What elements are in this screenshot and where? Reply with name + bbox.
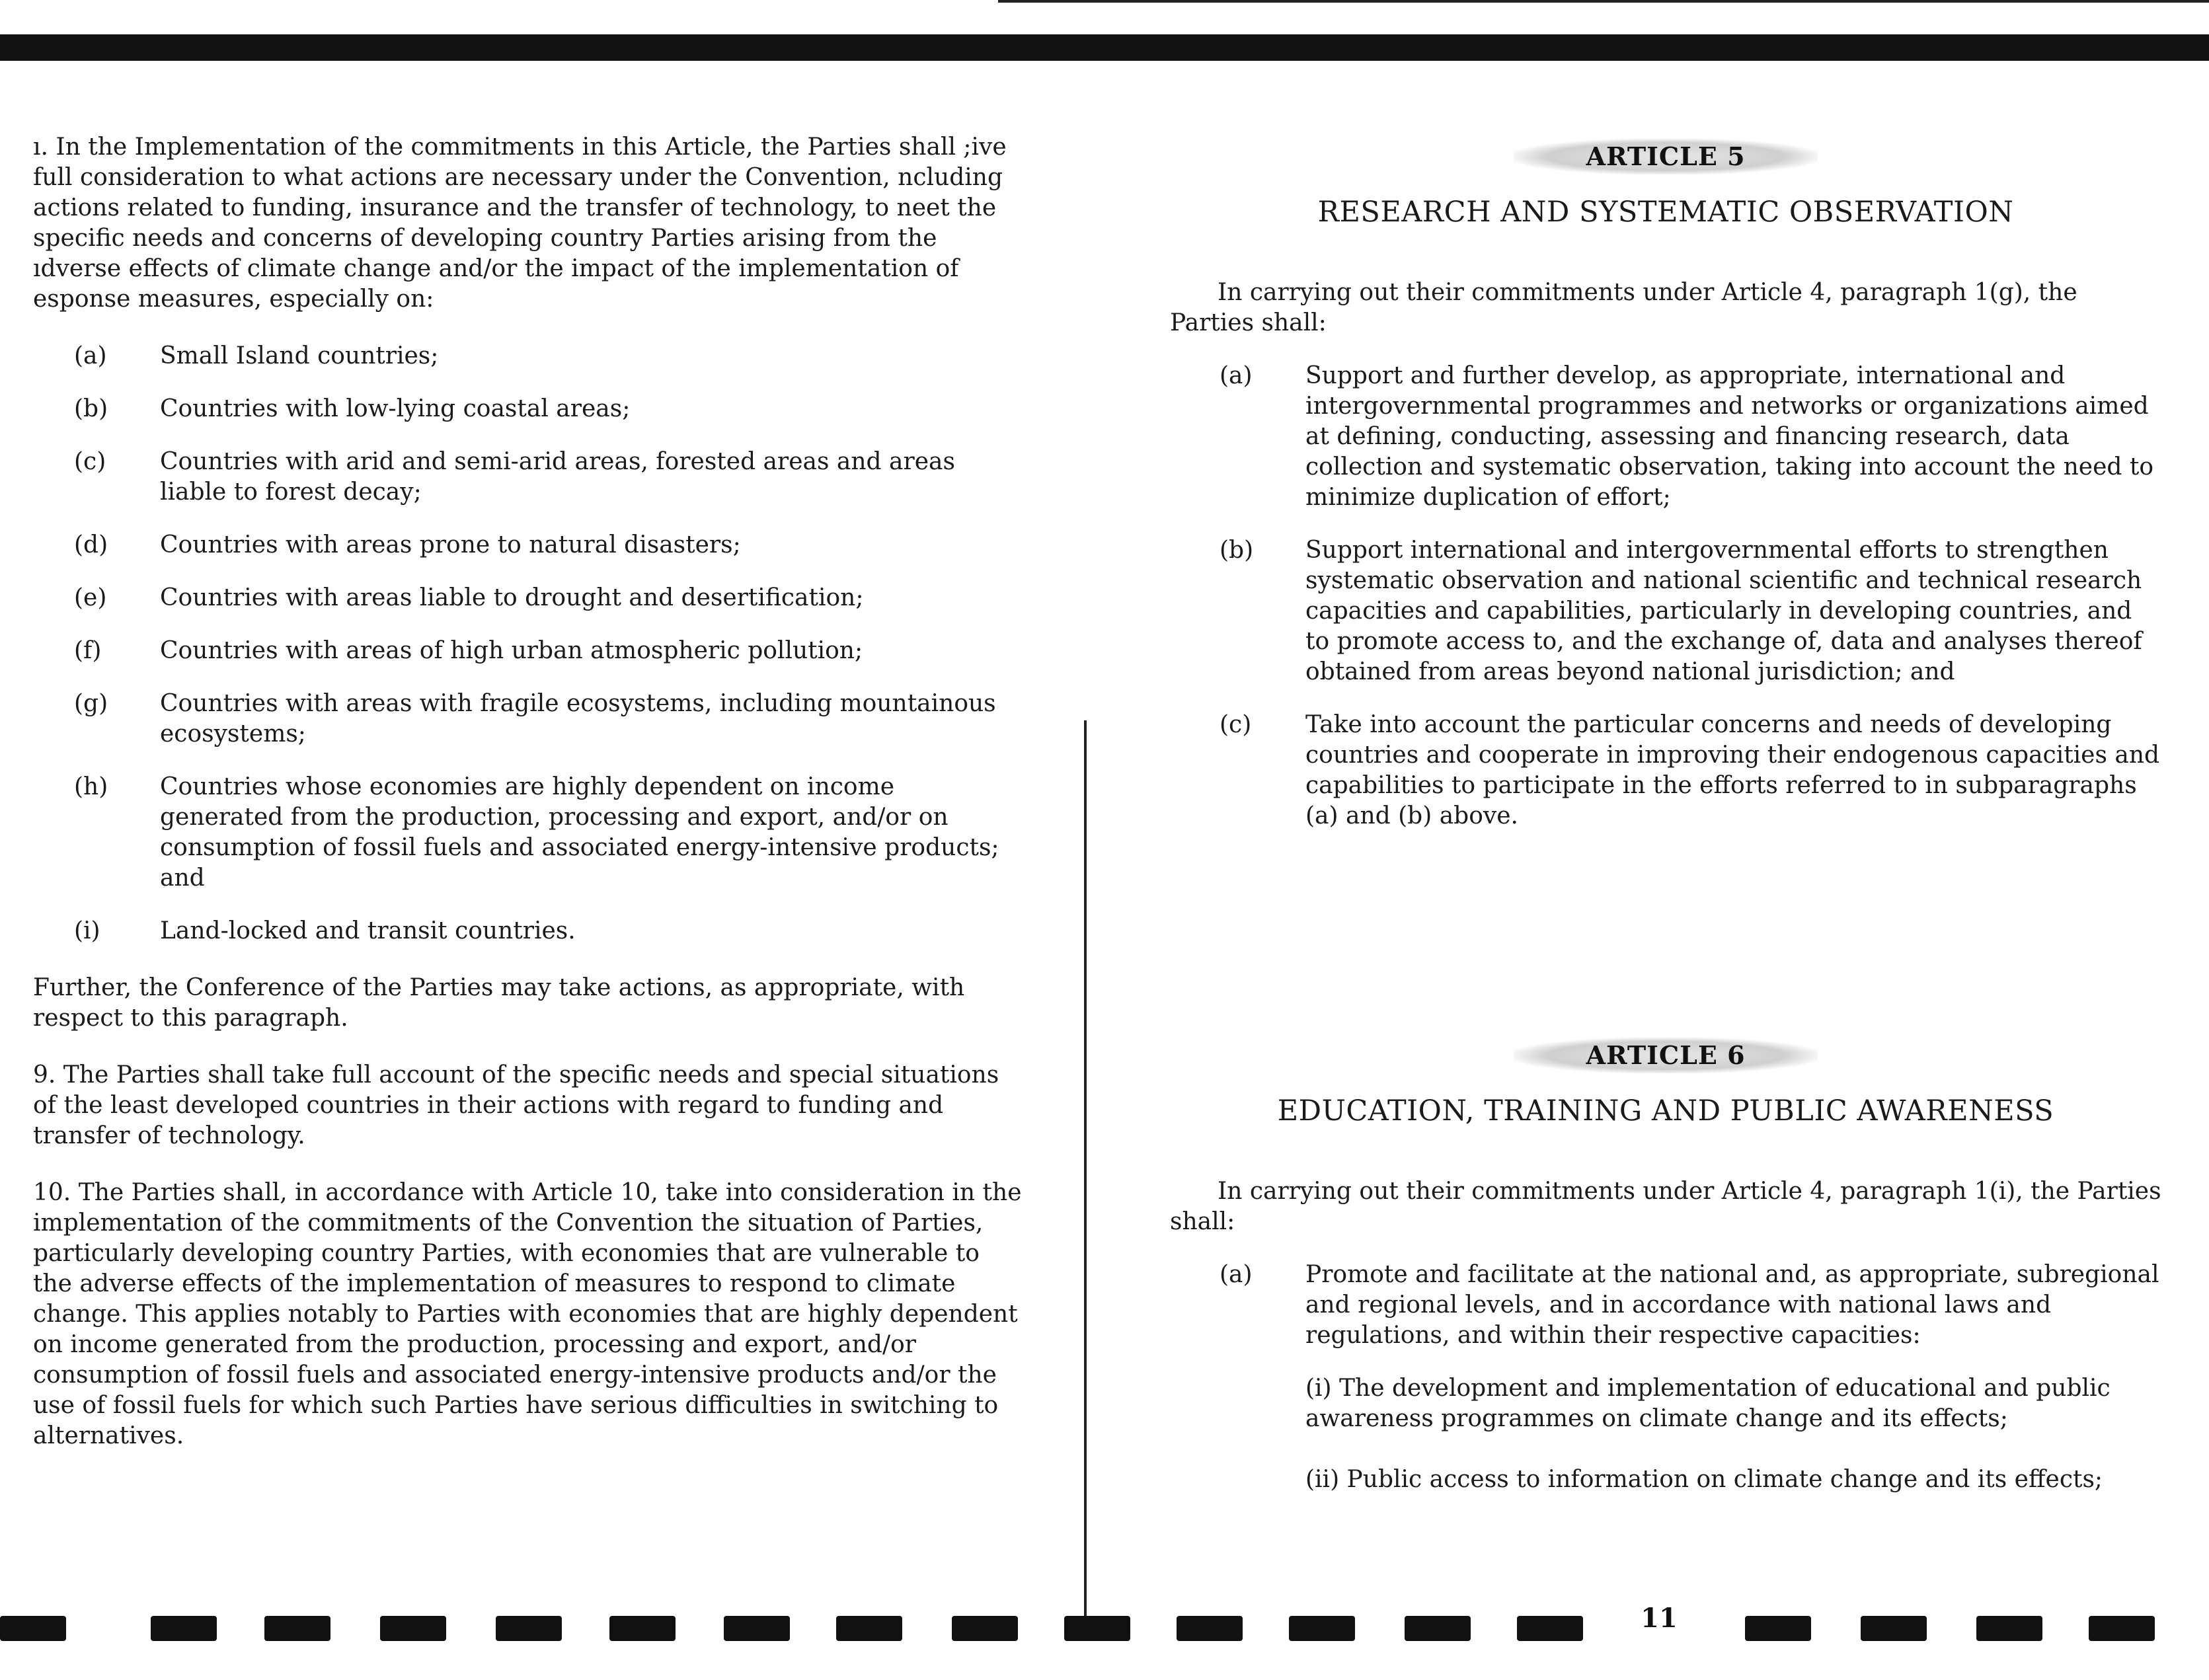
list-item	[74, 772, 1025, 894]
list-item	[74, 583, 1025, 613]
footer-dash	[1861, 1616, 1927, 1641]
list-item	[74, 530, 1025, 560]
item-text: Countries whose economies are highly dependent on income generated from the production, processing and export, and/or on consumption of fossil fuels and associated energy-intensive products; and	[160, 773, 999, 892]
item-label: (b)	[1220, 537, 1254, 564]
footer-dash	[0, 1616, 66, 1641]
item-label: (g)	[74, 690, 108, 717]
further-paragraph: Further, the Conference of the Parties may take actions, as appropriate, with respect to this paragraph.	[33, 974, 965, 1032]
list-item	[1220, 710, 2161, 831]
article-6-badge: ARTICLE 6	[1514, 1038, 1818, 1073]
list-item	[74, 341, 1025, 371]
center-gutter-line	[1084, 720, 1087, 1639]
item-text: Small Island countries;	[160, 342, 439, 369]
article-5-badge: ARTICLE 5	[1514, 139, 1818, 174]
list-item	[1220, 535, 2161, 687]
sub-list	[1305, 1373, 2161, 1495]
footer-dash	[2089, 1616, 2155, 1641]
article-6-list	[1170, 1260, 2161, 1525]
article-5-intro: In carrying out their commitments under Article 4, paragraph 1(g), the Parties shall:	[1170, 279, 2077, 336]
list-item	[74, 447, 1025, 508]
left-column	[33, 132, 1025, 1478]
list-item	[1220, 361, 2161, 513]
article-5-list	[1170, 361, 2161, 831]
article-6-heading: EDUCATION, TRAINING AND PUBLIC AWARENESS	[1277, 1094, 2054, 1127]
article-5-heading: RESEARCH AND SYSTEMATIC OBSERVATION	[1317, 196, 2014, 229]
item-label: (d)	[74, 531, 108, 558]
footer-dash	[1064, 1616, 1130, 1641]
item-text: Countries with low-lying coastal areas;	[160, 395, 631, 422]
footer-dash	[264, 1616, 330, 1641]
item-text: Support international and intergovernmental efforts to strengthen systematic observation and national scientific and technical research capacities and capabilities, particularly in developing countries, and to promote access to, and the exchange of, data and analyses thereof obtained from areas beyond national jurisdiction; and	[1305, 537, 2142, 685]
item-label: (f)	[74, 637, 102, 664]
footer-dash	[496, 1616, 562, 1641]
item-label: (a)	[1220, 1261, 1253, 1288]
item-text: Countries with areas of high urban atmospheric pollution;	[160, 637, 863, 664]
item-text: Countries with areas with fragile ecosystems, including mountainous ecosystems;	[160, 690, 996, 747]
list-item	[74, 636, 1025, 666]
item-label: (i)	[74, 917, 100, 944]
footer-dashes	[0, 1616, 2209, 1649]
item-label: (h)	[74, 773, 108, 800]
item-label: (c)	[74, 448, 106, 475]
footer-dash	[952, 1616, 1018, 1641]
list-item	[1220, 1260, 2161, 1525]
item-label: (c)	[1220, 711, 1252, 738]
footer-dash	[724, 1616, 790, 1641]
item-label: (a)	[1220, 362, 1253, 389]
item-body	[1305, 1260, 2161, 1525]
item-label: (b)	[74, 395, 108, 422]
top-rule	[998, 0, 2209, 3]
item-text: Land-locked and transit countries.	[160, 917, 576, 944]
item-label: (e)	[74, 584, 107, 611]
sub-item-i: (i) The development and implementation of educational and public awareness programmes on climate change and its effects;	[1305, 1375, 2111, 1432]
footer-dash	[1405, 1616, 1471, 1641]
page-number: 11	[1641, 1603, 1678, 1634]
item-text: Countries with areas liable to drought and desertification;	[160, 584, 864, 611]
footer-dash	[1745, 1616, 1811, 1641]
list-item	[74, 916, 1025, 946]
footer-dash	[1517, 1616, 1583, 1641]
item-text: Take into account the particular concerns and needs of developing countries and cooperate in improving their endogenous capacities and capabilities to participate in the efforts referred to in subparagraphs (a) and (b) above.	[1305, 711, 2160, 829]
item-label: (a)	[74, 342, 107, 369]
footer-dash	[1976, 1616, 2042, 1641]
item-text: Countries with arid and semi-arid areas, forested areas and areas liable to forest decay;	[160, 448, 955, 506]
item-text: Promote and facilitate at the national and, as appropriate, subregional and regional levels, and in accordance with national laws and regulations, and within their respective capacities:	[1305, 1261, 2159, 1349]
sub-item-ii: (ii) Public access to information on climate change and its effects;	[1305, 1466, 2103, 1493]
article-6-section	[1170, 1038, 2161, 1552]
header-bar	[0, 34, 2209, 61]
article-6-intro: In carrying out their commitments under Article 4, paragraph 1(i), the Parties shall:	[1170, 1178, 2161, 1235]
footer-dash	[151, 1616, 217, 1641]
footer-dash	[1289, 1616, 1355, 1641]
footer-dash	[1177, 1616, 1243, 1641]
footer-dash	[836, 1616, 902, 1641]
article-5-section	[1170, 139, 2161, 858]
item-text: Support and further develop, as appropriate, international and intergovernmental programmes and networks or organizations aimed at defining, conducting, assessing and financing research, data collection and systematic observation, taking into account the need to minimize duplication of effort;	[1305, 362, 2154, 511]
left-list	[33, 341, 1025, 946]
paragraph-10: 10. The Parties shall, in accordance with Article 10, take into consideration in the implementation of the commitments of the Convention the situation of Parties, particularly developing country Parties, with economies that are vulnerable to the adverse effects of the implementation of measures to respond to climate change. This applies notably to Parties with economies that are highly dependent on income generated from the production, processing and export, and/or consumption of fossil fuels and associated energy-intensive products and/or the use of fossil fuels for which such Parties have serious difficulties in switching to alternatives.	[33, 1179, 1022, 1449]
paragraph-9: 9. The Parties shall take full account of the specific needs and special situations of the least developed countries in their actions with regard to funding and transfer of technology.	[33, 1061, 999, 1149]
list-item	[74, 394, 1025, 424]
paragraph-8-intro: ı. In the Implementation of the commitments in this Article, the Parties shall ;ive full consideration to what actions are necessary under the Convention, ncluding actions related to funding, insurance and the transfer of technology, to neet the specific needs and concerns of developing country Parties arising from the ıdverse effects of climate change and/or the impact of the implementation of esponse measures, especially on:	[33, 134, 1007, 313]
footer-dash	[380, 1616, 446, 1641]
list-item	[74, 689, 1025, 749]
item-text: Countries with areas prone to natural disasters;	[160, 531, 741, 558]
footer-dash	[609, 1616, 676, 1641]
